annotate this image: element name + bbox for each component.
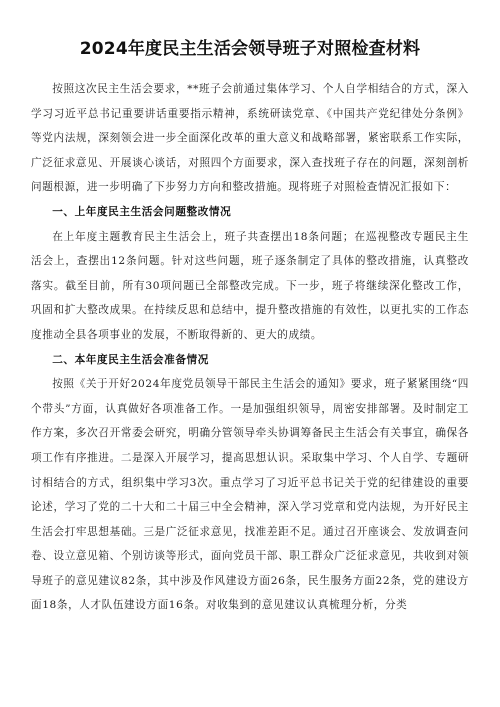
section-1 [31,200,469,348]
section-heading: 二、本年度民主生活会准备情况 [52,353,209,366]
document-title: 2024年度民主生活会领导班子对照检查材料 [79,39,421,59]
section-heading: 一、上年度民主生活会问题整改情况 [52,205,232,218]
section-paragraph: 按照《关于开好2024年度党员领导干部民主生活会的通知》要求，班子紧紧围绕“四个带头”方面，认真做好各项准备工作。一是加强组织领导，周密安排部署。及时制定工作方案，多次召开常委会研究，明确分管领导牵头协调筹备民主生活会有关事宜，确保各项工作有序推进。二是深入开展学习，提高思想认识。采取集中学习、个人自学、专题研讨相结合的方式，组织集中学习3次。重点学习了习近平总书记关于党的纪律建设的重要论述，学习了党的二十大和二十届三中全会精神，深入学习党章和党内法规，为开好民主生活会打牢思想基础。三是广泛征求意见，找准差距不足。通过召开座谈会、发放调查问卷、设立意见箱、个别访谈等形式，面向党员干部、职工群众广泛征求意见，共收到对领导班子的意见建议82条，其中涉及作风建设方面26条，民生服务方面22条，党的建设方面18条，人才队伍建设方面16条。对收集到的意见建议认真梳理分析，分类 [31,378,469,612]
section-paragraph: 在上年度主题教育民主生活会上，班子共查摆出18条问题；在巡视整改专题民主生活会上，查摆出12条问题。针对这些问题，班子逐条制定了具体的整改措施，认真整改落实。截至目前，所有30项问题已全部整改完成。下一步，班子将继续深化整改工作，巩固和扩大整改成果。在持续反思和总结中，提升整改措施的有效性，以更扎实的工作态度推动全县各项事业的发展，不断取得新的、更大的成绩。 [31,230,469,341]
intro-paragraph: 按照这次民主生活会要求，**班子会前通过集体学习、个人自学相结合的方式，深入学习习近平总书记重要讲话重要指示精神，系统研读党章、《中国共产党纪律处分条例》等党内法规，深刻领会进一步全面深化改革的重大意义和战略部署，紧密联系工作实际，广泛征求意见、开展谈心谈话，对照四个方面要求，深入查找班子存在的问题，深刻剖析问题根源，进一步明确了下步努力方向和整改措施。现将班子对照检查情况汇报如下： [31,83,469,194]
section-2 [31,348,469,619]
